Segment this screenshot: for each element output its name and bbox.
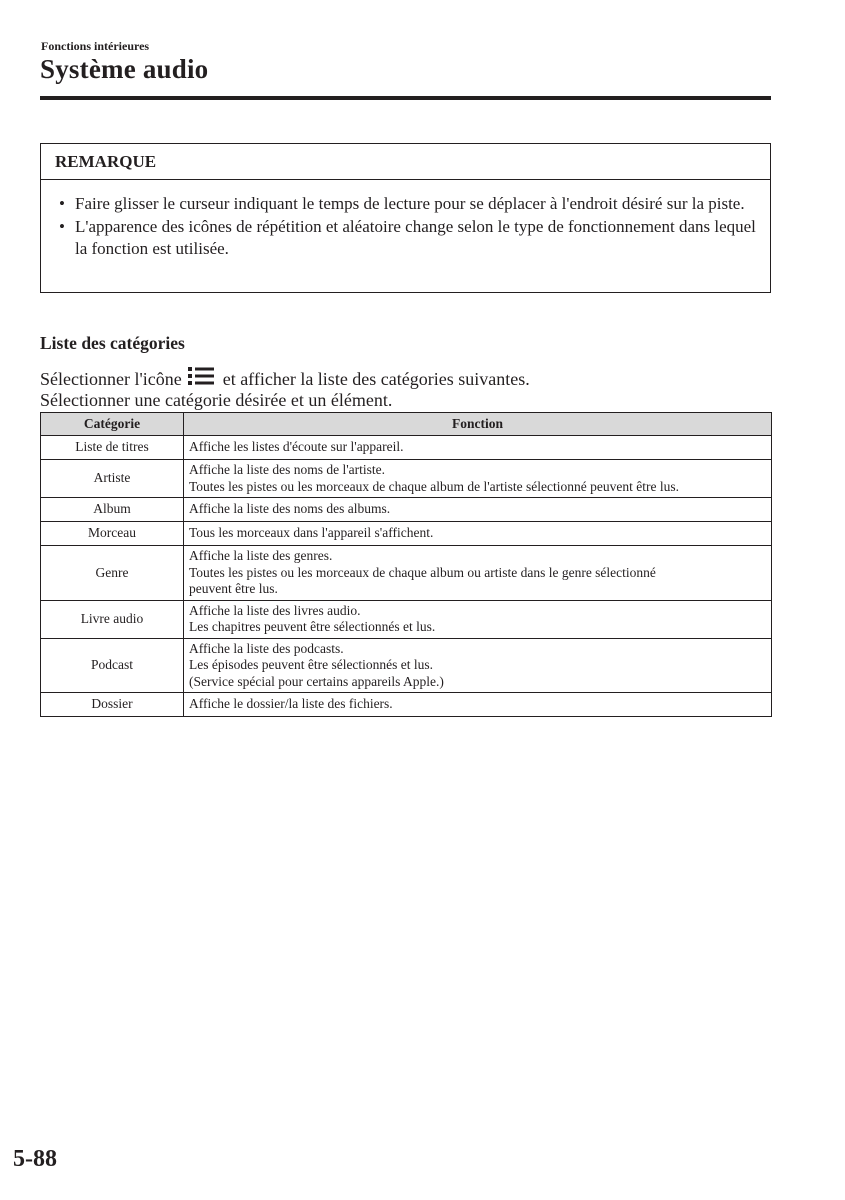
table-row bbox=[41, 522, 772, 546]
note-text: Faire glisser le curseur indiquant le temps de lecture pour se déplacer à l'endroit désiré sur la piste. bbox=[75, 194, 745, 213]
category-cell: Morceau bbox=[41, 522, 184, 546]
function-line: Toutes les pistes ou les morceaux de chaque album ou artiste dans le genre sélectionné bbox=[189, 564, 656, 580]
title-divider bbox=[40, 96, 771, 100]
note-list bbox=[41, 180, 770, 261]
table-header-row bbox=[41, 413, 772, 436]
function-cell bbox=[184, 693, 772, 717]
category-cell: Artiste bbox=[41, 460, 184, 498]
function-line: peuvent être lus. bbox=[189, 581, 278, 596]
function-line: Affiche la liste des noms des albums. bbox=[189, 501, 391, 517]
page-title: Système audio bbox=[40, 54, 209, 84]
function-cell bbox=[184, 546, 772, 601]
function-line: Tous les morceaux dans l'appareil s'affichent. bbox=[189, 525, 434, 541]
categories-table bbox=[40, 412, 772, 717]
list-icon bbox=[188, 366, 214, 386]
table-row bbox=[41, 546, 772, 601]
column-header-category: Catégorie bbox=[41, 413, 184, 436]
category-cell: Genre bbox=[41, 546, 184, 601]
note-box bbox=[40, 143, 771, 293]
function-line: Les épisodes peuvent être sélectionnés et lus. bbox=[189, 657, 434, 672]
table-row bbox=[41, 600, 772, 638]
function-line: Affiche la liste des livres audio. bbox=[189, 602, 361, 618]
function-line: Toutes les pistes ou les morceaux de chaque album de l'artiste sélectionné peuvent être lus. bbox=[189, 478, 679, 494]
function-cell bbox=[184, 600, 772, 638]
function-line: (Service spécial pour certains appareils Apple.) bbox=[189, 673, 444, 689]
function-cell bbox=[184, 522, 772, 546]
function-line: Les chapitres peuvent être sélectionnés et lus. bbox=[189, 619, 436, 634]
table-row bbox=[41, 638, 772, 693]
categories-heading: Liste des catégories bbox=[40, 333, 185, 353]
page-number: 5-88 bbox=[13, 1146, 57, 1172]
function-cell bbox=[184, 498, 772, 522]
table-row bbox=[41, 460, 772, 498]
instruction-text: Sélectionner l'icône bbox=[40, 369, 182, 389]
section-label: Fonctions intérieures bbox=[41, 39, 150, 53]
function-cell bbox=[184, 436, 772, 460]
instructions bbox=[40, 366, 530, 411]
column-header-function: Fonction bbox=[184, 413, 772, 436]
category-cell: Album bbox=[41, 498, 184, 522]
category-cell: Podcast bbox=[41, 638, 184, 693]
function-line: Affiche le dossier/la liste des fichiers. bbox=[189, 696, 393, 712]
table-row bbox=[41, 436, 772, 460]
note-text: L'apparence des icônes de répétition et aléatoire change selon le type de fonctionnement dans lequel la fonction est utilisée. bbox=[75, 216, 756, 258]
instruction-text: et afficher la liste des catégories suivantes. bbox=[222, 369, 530, 389]
instruction-line-1 bbox=[40, 366, 530, 390]
function-line: Affiche la liste des podcasts. bbox=[189, 640, 344, 656]
table-row bbox=[41, 693, 772, 717]
category-cell: Dossier bbox=[41, 693, 184, 717]
function-line: Affiche la liste des noms de l'artiste. bbox=[189, 462, 386, 477]
function-cell bbox=[184, 460, 772, 498]
note-heading: REMARQUE bbox=[41, 144, 770, 180]
note-item bbox=[59, 193, 758, 216]
bullet-icon: • bbox=[59, 194, 65, 213]
function-line: Affiche les listes d'écoute sur l'appareil. bbox=[189, 439, 404, 455]
table-row bbox=[41, 498, 772, 522]
instruction-line-2: Sélectionner une catégorie désirée et un élément. bbox=[40, 390, 393, 410]
category-cell: Livre audio bbox=[41, 600, 184, 638]
bullet-icon: • bbox=[59, 216, 65, 236]
category-cell: Liste de titres bbox=[41, 436, 184, 460]
function-cell bbox=[184, 638, 772, 693]
function-line: Affiche la liste des genres. bbox=[189, 548, 333, 563]
note-item bbox=[59, 216, 758, 261]
